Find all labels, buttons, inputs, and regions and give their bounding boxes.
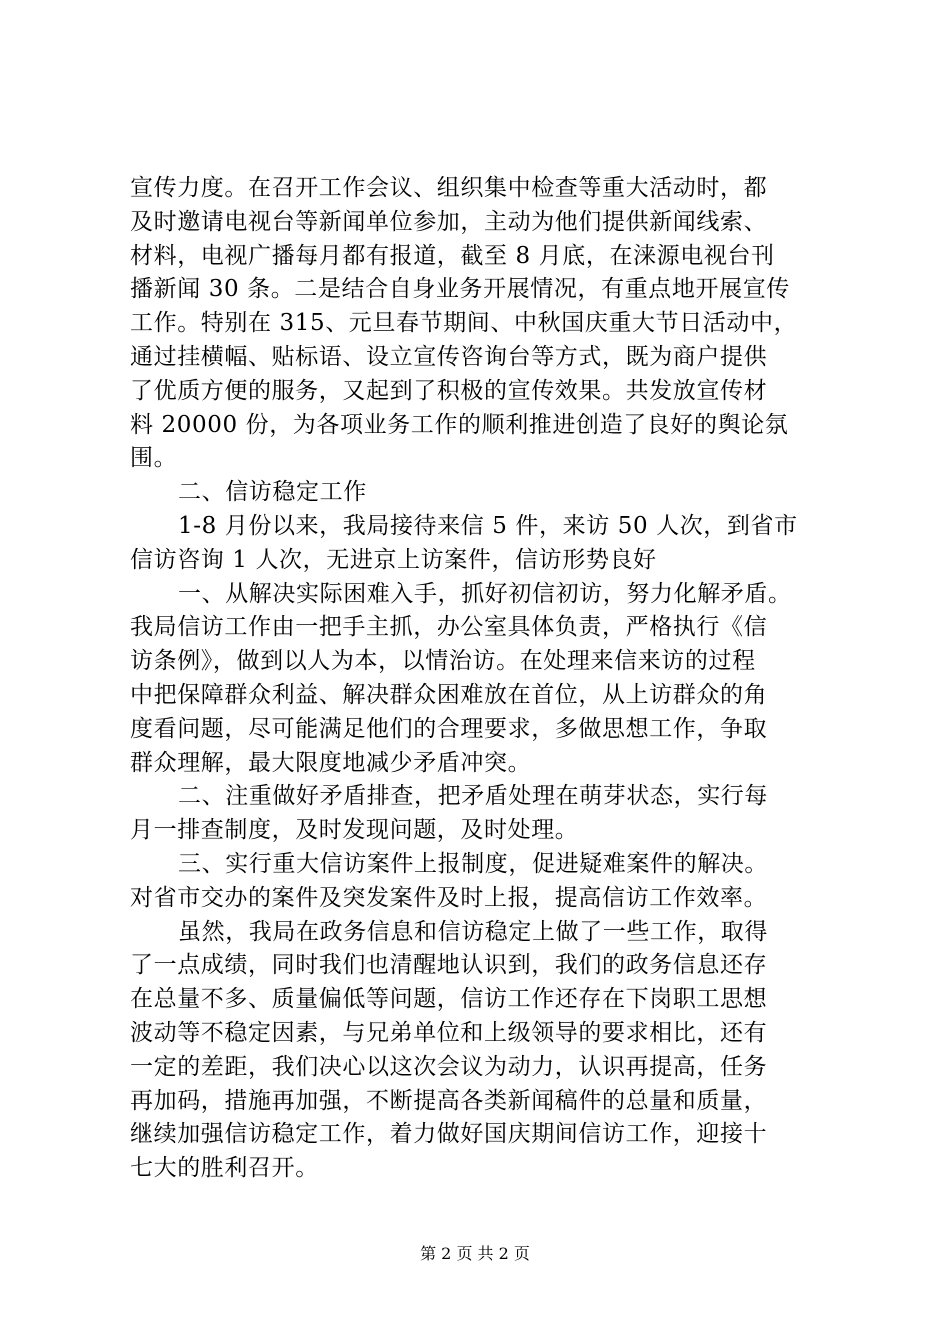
text-line: 继续加强信访稳定工作，着力做好国庆期间信访工作，迎接十 [130,1121,768,1148]
text-line: 工作。特别在 315、元旦春节期间、中秋国庆重大节日活动中， [130,310,798,337]
text-line: 播新闻 30 条。二是结合自身业务开展情况，有重点地开展宣传 [130,276,790,303]
text-line: 在总量不多、质量偏低等问题，信访工作还存在下岗职工思想 [130,986,768,1013]
text-line: 了优质方便的服务，又起到了积极的宣传效果。共发放宣传材 [130,377,768,404]
text-line: 及时邀请电视台等新闻单位参加，主动为他们提供新闻线索、 [130,208,768,235]
paragraph-start: 一、从解决实际困难入手，抓好初信初访，努力化解矛盾。 [178,580,792,607]
text-line: 材料，电视广播每月都有报道，截至 8 月底，在涞源电视台刊 [130,242,775,269]
text-line: 信访咨询 1 人次，无进京上访案件，信访形势良好 [130,546,657,573]
paragraph-start: 1-8 月份以来，我局接待来信 5 件，来访 50 人次，到省市 [178,512,798,539]
text-line: 访条例》，做到以人为本，以情治访。在处理来信来访的过程 [130,648,756,675]
text-line: 群众理解，最大限度地减少矛盾冲突。 [130,749,532,776]
body-text [130,172,826,1186]
text-line: 料 20000 份，为各项业务工作的顺利推进创造了良好的舆论氛 [130,411,789,438]
text-line: 了一点成绩，同时我们也清醒地认识到，我们的政务信息还存 [130,952,768,979]
text-line: 七大的胜利召开。 [130,1155,319,1182]
text-line: 一定的差距，我们决心以这次会议为动力，认识再提高，任务 [130,1053,768,1080]
text-line: 通过挂横幅、贴标语、设立宣传咨询台等方式，既为商户提供 [130,343,768,370]
text-line: 对省市交办的案件及突发案件及时上报，提高信访工作效率。 [130,884,768,911]
paragraph-start: 三、实行重大信访案件上报制度，促进疑难案件的解决。 [178,850,768,877]
paragraph-start: 二、注重做好矛盾排查，把矛盾处理在萌芽状态，实行每 [178,783,768,810]
text-line: 我局信访工作由一把手主抓，办公室具体负责，严格执行《信 [130,614,768,641]
text-line: 再加码，措施再加强，不断提高各类新闻稿件的总量和质量， [130,1087,768,1114]
page-number-footer: 第 2 页 共 2 页 [420,1244,530,1263]
text-line: 波动等不稳定因素，与兄弟单位和上级领导的要求相比，还有 [130,1019,768,1046]
text-line: 宣传力度。在召开工作会议、组织集中检查等重大活动时，都 [130,175,768,201]
paragraph-start: 虽然，我局在政务信息和信访稳定上做了一些工作，取得 [178,918,768,945]
text-line: 度看问题，尽可能满足他们的合理要求，多做思想工作，争取 [130,715,768,742]
section-heading: 二、信访稳定工作 [178,479,367,506]
text-line: 月一排查制度，及时发现问题，及时处理。 [130,817,579,844]
text-line: 中把保障群众利益、解决群众困难放在首位，从上访群众的角 [130,681,768,708]
text-line: 围。 [130,445,178,472]
